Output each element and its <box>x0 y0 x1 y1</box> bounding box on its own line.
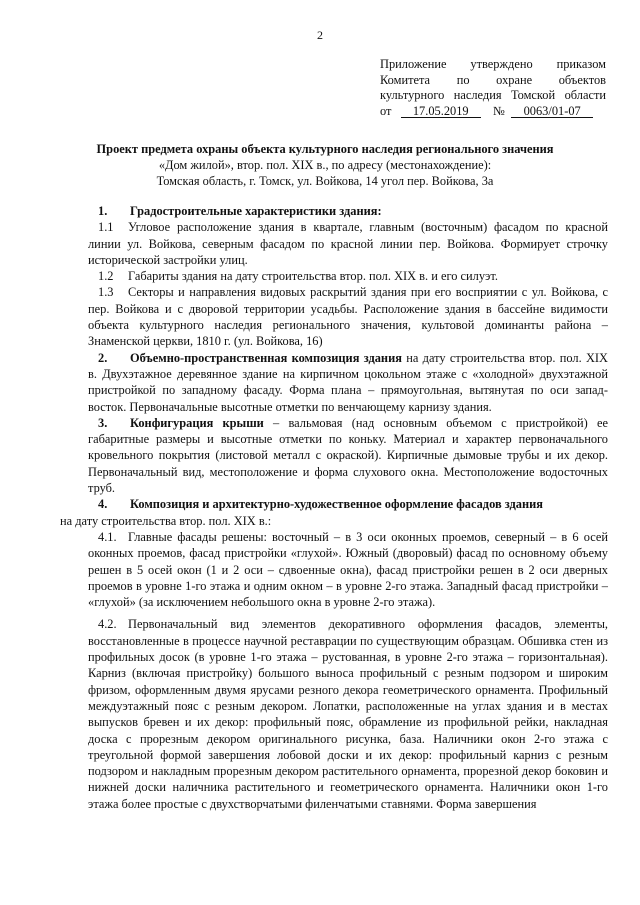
section-4-subheading: на дату строительства втор. пол. XIX в.: <box>60 513 272 528</box>
paragraph-1-2 <box>88 268 608 284</box>
section-3-number: 3. <box>98 415 108 430</box>
section-3 <box>88 415 608 496</box>
paragraph-4-1-number: 4.1. <box>98 529 117 544</box>
from-label: от <box>380 103 392 118</box>
paragraph-4-1 <box>88 529 608 610</box>
section-3-text: – вальмовая (над основным объемом с пристройкой) ее габаритные размеры и высотные отметки по коньку. Материал и характер первоначального кровельного покрытия (листовой металл с окраской). Кирпичные дымовые трубы и их декор. Первоначальный вид, местоположение и форма слухового окна. Местоположение водосточных труб. <box>88 415 608 496</box>
document-title <box>60 141 590 189</box>
paragraph-1-3-text: Секторы и направления видовых раскрытий здания при его восприятии с ул. Войкова, с пер. Войкова и с дворовой территории усадьбы. Расположение здания в бассейне видимости объекта культурного наследия регионального значения, культовой доминанты района – Знаменской церкви, 1810 г. (ул. Войкова, 16) <box>88 285 608 349</box>
approval-date-line <box>380 104 606 120</box>
paragraph-1-1-number: 1.1 <box>98 220 114 235</box>
section-2-title: Объемно-пространственная композиция здания <box>130 350 402 365</box>
document-body <box>60 203 609 812</box>
paragraph-4-2 <box>88 616 608 812</box>
approval-line-2: Комитета по охране объектов <box>380 72 606 87</box>
title-line-3: Томская область, г. Томск, ул. Войкова, 14 угол пер. Войкова, 3а <box>156 174 494 188</box>
paragraph-4-1-text: Главные фасады решены: восточный – в 3 оси оконных проемов, северный – в 6 осей оконных проемов, фасад пристройки «глухой». Южный (дворовый) фасад по основному объему решен в 5 осей окон (1 и 2 оси – сдвоенные окна), фасад пристройки решен в 2 оси дверных проемов в уровне 1-го этажа и одним окном – в уровне 2-го этажа. Западный фасад пристройки – «глухой» (за исключением небольшого окна в уровне 2-го этажа). <box>88 529 608 610</box>
paragraph-1-1-text: Угловое расположение здания в квартале, главным (восточным) фасадом по красной линии ул. Войкова, северным фасадом по красной линии пер. Войкова. Формирует строчку исторической застройки улиц. <box>88 220 608 267</box>
approval-line-1: Приложение утверждено приказом <box>380 57 606 71</box>
section-3-title: Конфигурация крыши <box>130 415 264 430</box>
section-2-text: на дату строительства втор. пол. XIX в. Двухэтажное деревянное здание на кирпичном цокольном этаже с «холодной» двухэтажной пристройкой по западному фасаду. Форма плана – прямоугольная, вытянутая по оси запад-восток. Первоначальные высотные отметки по венчающему карнизу здания. <box>88 350 609 414</box>
approval-date: 17.05.2019 <box>401 105 481 118</box>
section-4-heading <box>88 496 608 512</box>
section-2-number: 2. <box>98 350 108 365</box>
section-1-heading <box>88 203 608 219</box>
number-sign: № <box>493 103 505 118</box>
section-4-number: 4. <box>98 497 108 512</box>
section-4-title: Композиция и архитектурно-художественное оформление фасадов здания <box>130 497 543 512</box>
paragraph-1-3-number: 1.3 <box>98 285 114 300</box>
paragraph-1-2-text: Габариты здания на дату строительства втор. пол. XIX в. и его силуэт. <box>128 269 498 284</box>
page-number: 2 <box>317 28 323 42</box>
section-1-number: 1. <box>98 204 108 218</box>
paragraph-4-2-text: Первоначальный вид элементов декоративного оформления фасадов, элементы, восстановленные в процессе научной реставрации по существующим образцам. Обшивка стен из профильных досок (в уровне 1-го этажа – рустованная, в уровне 2-го этажа – горизонтальная). Карниз (включая пристройку) большого выноса профильный с резным подзором и широким фризом, оформленным двумя ярусами резного декора геометрического орнамента. Профильный междуэтажный пояс с резным декором. Лопатки, расположенные на углах здания и в местах выпусков бревен и их декор: профильный пояс, обрамление из профильной рейки, накладная доска с прорезным декором оригинального рисунка, база. Наличники окон 2-го этажа с треугольной формой завершения лобовой доски и их декор: профильный карниз с резным подзором и накладным прорезным декором растительного орнамента, прорезной декор боковин и нижней доски наличника растительного и геометрического орнамента. Наличники окон 1-го этажа более простые с двухстворчатыми филенчатыми ставнями. Форма завершения <box>88 617 608 811</box>
section-2 <box>88 350 608 415</box>
title-line-1: Проект предмета охраны объекта культурного наследия регионального значения <box>96 142 554 156</box>
paragraph-1-2-number: 1.2 <box>98 269 114 284</box>
paragraph-4-2-number: 4.2. <box>98 617 117 632</box>
paragraph-1-1 <box>88 219 608 268</box>
approval-block <box>380 57 606 119</box>
approval-number: 0063/01-07 <box>511 105 593 118</box>
title-line-2: «Дом жилой», втор. пол. XIX в., по адресу (местонахождение): <box>158 158 492 172</box>
section-1-title: Градостроительные характеристики здания: <box>130 204 382 218</box>
approval-line-3: культурного наследия Томской области <box>380 88 606 102</box>
paragraph-1-3 <box>88 284 608 349</box>
